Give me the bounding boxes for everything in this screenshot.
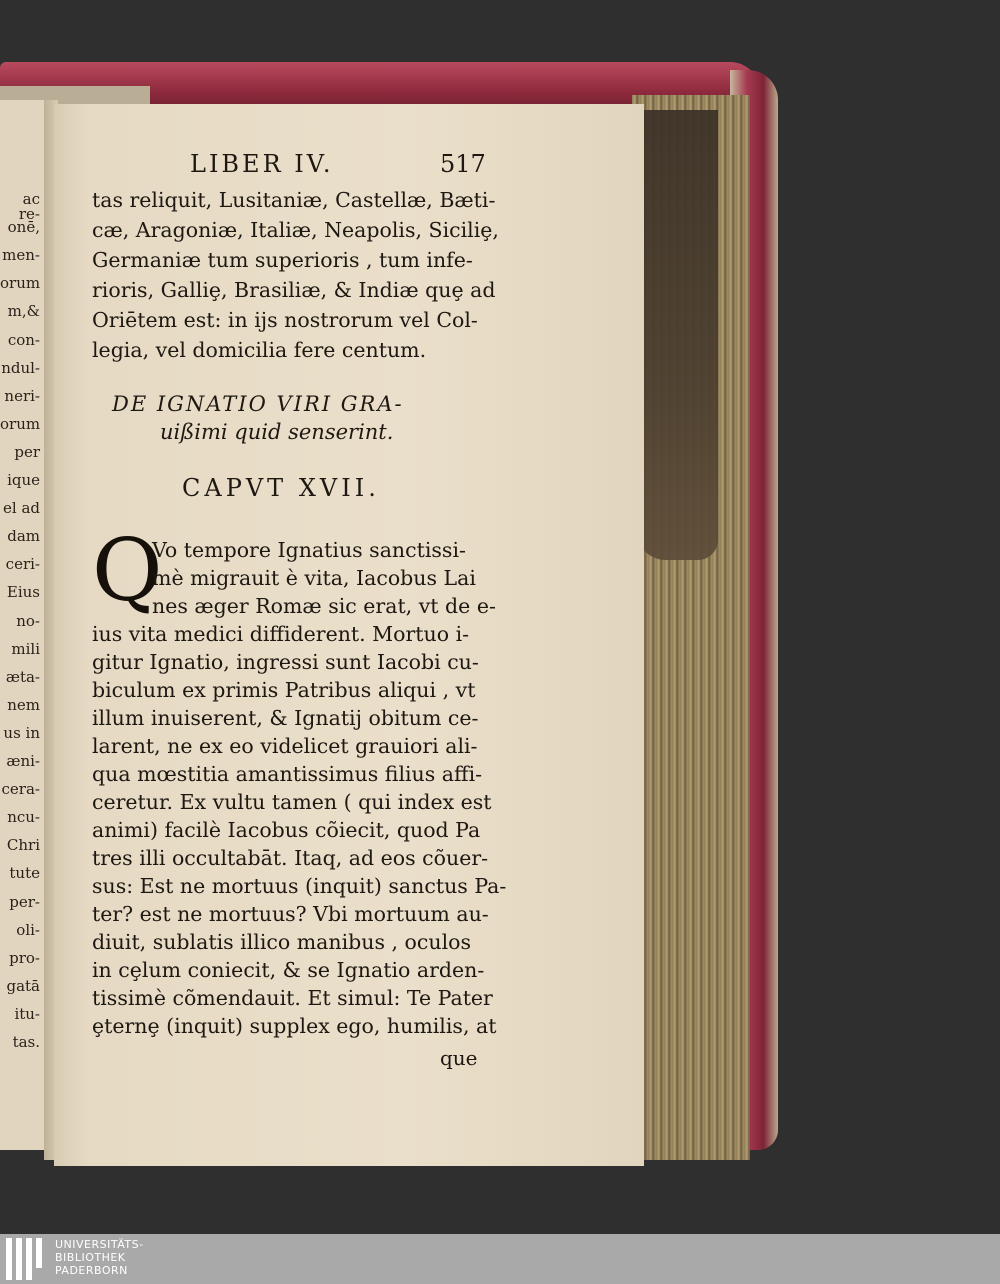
text-line: tres illi occultabāt. Itaq, ad eos cõuer- — [92, 846, 489, 870]
left-page-fragment: cera- — [1, 780, 40, 799]
text-line: Vo tempore Ignatius sanctissi- — [152, 538, 466, 562]
section-heading: DE IGNATIO VIRI GRA- — [112, 392, 404, 416]
text-line: ter? est ne mortuus? Vbi mortuum au- — [92, 902, 489, 926]
left-page-fragment: ique — [7, 471, 40, 489]
text-line: in cȩlum coniecit, & se Ignatio arden- — [92, 958, 485, 982]
text-line: mè migrauit è vita, Iacobus Lai — [152, 566, 476, 590]
text-line: sus: Est ne mortuus (inquit) sanctus Pa- — [92, 874, 507, 898]
text-line: tas reliquit, Lusitaniæ, Castellæ, Bæti- — [92, 188, 496, 212]
left-page-fragment: gatā — [6, 976, 40, 995]
library-logo-text — [55, 1238, 144, 1277]
left-page-fragment: pro- — [9, 948, 40, 967]
left-page-fragment: us in — [3, 723, 40, 742]
library-logo-icon — [6, 1238, 50, 1280]
catchword: que — [440, 1046, 478, 1070]
left-page-fragment: ac re- — [18, 190, 40, 223]
text-line: ȩternȩ (inquit) supplex ego, humilis, at — [92, 1014, 497, 1038]
left-page-fragment: Eius — [6, 583, 40, 602]
left-page-fragment: m,& — [7, 302, 40, 321]
page-number: 517 — [440, 150, 486, 178]
text-line: cæ, Aragoniæ, Italiæ, Neapolis, Siciliȩ, — [92, 218, 499, 242]
logo-line: UNIVERSITÄTS- — [55, 1238, 144, 1251]
logo-line: BIBLIOTHEK — [55, 1251, 126, 1264]
text-line: legia, vel domicilia fere centum. — [92, 338, 427, 362]
left-page-fragment: con- — [7, 330, 40, 349]
left-page-fragment: mili — [11, 639, 40, 658]
left-page-fragment: neri- — [4, 386, 40, 405]
text-line: gitur Ignatio, ingressi sunt Iacobi cu- — [92, 650, 479, 674]
text-line: Oriētem est: in ijs nostrorum vel Col- — [92, 308, 478, 332]
left-page-fragment: oli- — [16, 920, 40, 939]
left-page-fragment: nem — [7, 695, 40, 714]
text-line: rioris, Galliȩ, Brasiliæ, & Indiæ quȩ ad — [92, 278, 496, 302]
left-page-fragment: dam — [7, 527, 40, 546]
section-heading: uißimi quid senserint. — [160, 420, 394, 444]
left-page-fragment: no- — [16, 611, 40, 630]
fore-edge-stain — [636, 110, 718, 560]
library-footer-bar — [0, 1234, 1000, 1284]
left-page-fragment: ncu- — [7, 808, 40, 827]
left-page-fragment: men- — [2, 246, 40, 265]
left-page-fragment: æta- — [5, 667, 40, 686]
text-line: biculum ex primis Patribus aliqui , vt — [92, 678, 476, 702]
text-line: nes æger Romæ sic erat, vt de e- — [152, 594, 496, 618]
left-page-fragment: el ad — [3, 499, 40, 518]
text-line: diuit, sublatis illico manibus , oculos — [92, 930, 471, 954]
text-line: illum inuiserent, & Ignatij obitum ce- — [92, 706, 479, 730]
left-page-fragment: tas. — [12, 1033, 40, 1051]
left-page-fragment: per — [14, 442, 40, 461]
left-page-fragment: orum — [0, 414, 41, 433]
left-page-fragment: orum — [0, 274, 41, 293]
left-page-fragment: tute — [9, 864, 40, 883]
left-page-fragment: Chri — [6, 836, 40, 855]
text-line: larent, ne ex eo videlicet grauiori ali- — [92, 734, 478, 758]
left-page-fragment: itu- — [14, 1004, 40, 1023]
left-page-fragment: per- — [9, 892, 40, 911]
logo-line: PADERBORN — [55, 1264, 128, 1277]
text-line: Germaniæ tum superioris , tum infe- — [92, 248, 473, 272]
text-line: animi) facilè Iacobus cõiecit, quod Pa — [92, 818, 481, 842]
text-line: tissimè cõmendauit. Et simul: Te Pater — [92, 986, 493, 1010]
running-head: LIBER IV. — [190, 150, 334, 178]
drop-cap-initial: Q — [92, 521, 163, 621]
chapter-title: CAPVT XVII. — [182, 474, 380, 502]
text-line: qua mœstitia amantissimus filius affi- — [92, 762, 483, 786]
left-page-fragment: onē, — [7, 218, 40, 237]
text-line: ius vita medici diffiderent. Mortuo i- — [92, 622, 470, 646]
left-page-fragment: ceri- — [5, 555, 40, 574]
left-page-fragment: ndul- — [1, 358, 40, 377]
text-line: ceretur. Ex vultu tamen ( qui index est — [92, 790, 492, 814]
left-page-fragment: æni- — [6, 752, 40, 770]
